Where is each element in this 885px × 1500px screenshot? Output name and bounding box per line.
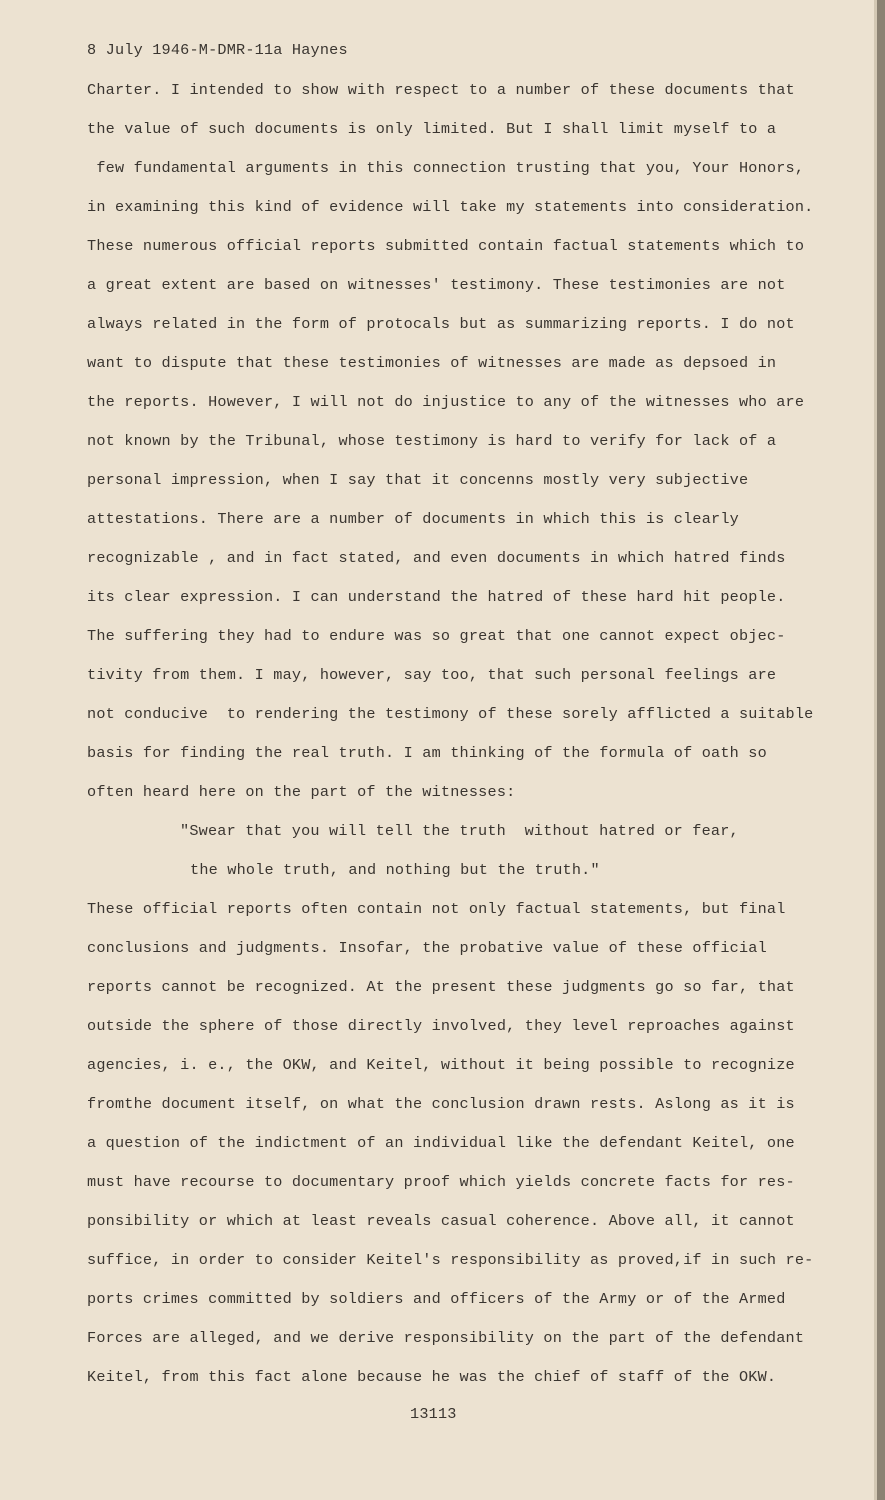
- text-line: basis for finding the real truth. I am thinking of the formula of oath so: [87, 744, 767, 762]
- text-line: a great extent are based on witnesses' testimony. These testimonies are not: [87, 276, 786, 294]
- text-line: These numerous official reports submitted contain factual statements which to: [87, 237, 805, 255]
- text-line: conclusions and judgments. Insofar, the probative value of these official: [87, 939, 767, 957]
- text-line: the reports. However, I will not do injustice to any of the witnesses who are: [87, 393, 805, 411]
- text-line: Keitel, from this fact alone because he was the chief of staff of the OKW.: [87, 1368, 777, 1386]
- text-line: fromthe document itself, on what the conclusion drawn rests. Aslong as it is: [87, 1095, 795, 1113]
- text-line: few fundamental arguments in this connection trusting that you, Your Honors,: [87, 159, 805, 177]
- text-line: a question of the indictment of an individual like the defendant Keitel, one: [87, 1134, 795, 1152]
- text-line: Charter. I intended to show with respect to a number of these documents that: [87, 81, 795, 99]
- text-line: must have recourse to documentary proof which yields concrete facts for res-: [87, 1173, 795, 1191]
- text-line: its clear expression. I can understand the hatred of these hard hit people.: [87, 588, 786, 606]
- text-line: the value of such documents is only limited. But I shall limit myself to a: [87, 120, 777, 138]
- text-line: The suffering they had to endure was so great that one cannot expect objec-: [87, 627, 786, 645]
- text-line: recognizable , and in fact stated, and even documents in which hatred finds: [87, 549, 786, 567]
- text-line: always related in the form of protocals but as summarizing reports. I do not: [87, 315, 795, 333]
- text-line: outside the sphere of those directly involved, they level reproaches against: [87, 1017, 795, 1035]
- text-line: not conducive to rendering the testimony of these sorely afflicted a suitable: [87, 705, 814, 723]
- text-line: often heard here on the part of the witnesses:: [87, 783, 516, 801]
- text-line: not known by the Tribunal, whose testimony is hard to verify for lack of a: [87, 432, 777, 450]
- quote-line: the whole truth, and nothing but the truth.": [190, 861, 600, 879]
- quote-line: "Swear that you will tell the truth without hatred or fear,: [180, 822, 739, 840]
- text-line: in examining this kind of evidence will take my statements into consideration.: [87, 198, 814, 216]
- page-number: 13113: [410, 1405, 457, 1423]
- text-line: attestations. There are a number of documents in which this is clearly: [87, 510, 739, 528]
- text-line: suffice, in order to consider Keitel's responsibility as proved,if in such re-: [87, 1251, 814, 1269]
- text-line: personal impression, when I say that it concenns mostly very subjective: [87, 471, 749, 489]
- text-line: want to dispute that these testimonies of witnesses are made as depsoed in: [87, 354, 777, 372]
- text-line: reports cannot be recognized. At the present these judgments go so far, that: [87, 978, 795, 996]
- text-line: tivity from them. I may, however, say too, that such personal feelings are: [87, 666, 777, 684]
- text-line: ponsibility or which at least reveals casual coherence. Above all, it cannot: [87, 1212, 795, 1230]
- page-header: 8 July 1946-M-DMR-11a Haynes: [87, 41, 348, 59]
- page-edge-shadow: [877, 0, 885, 1500]
- text-line: Forces are alleged, and we derive responsibility on the part of the defendant: [87, 1329, 805, 1347]
- text-line: These official reports often contain not only factual statements, but final: [87, 900, 786, 918]
- text-line: agencies, i. e., the OKW, and Keitel, without it being possible to recognize: [87, 1056, 795, 1074]
- text-line: ports crimes committed by soldiers and officers of the Army or of the Armed: [87, 1290, 786, 1308]
